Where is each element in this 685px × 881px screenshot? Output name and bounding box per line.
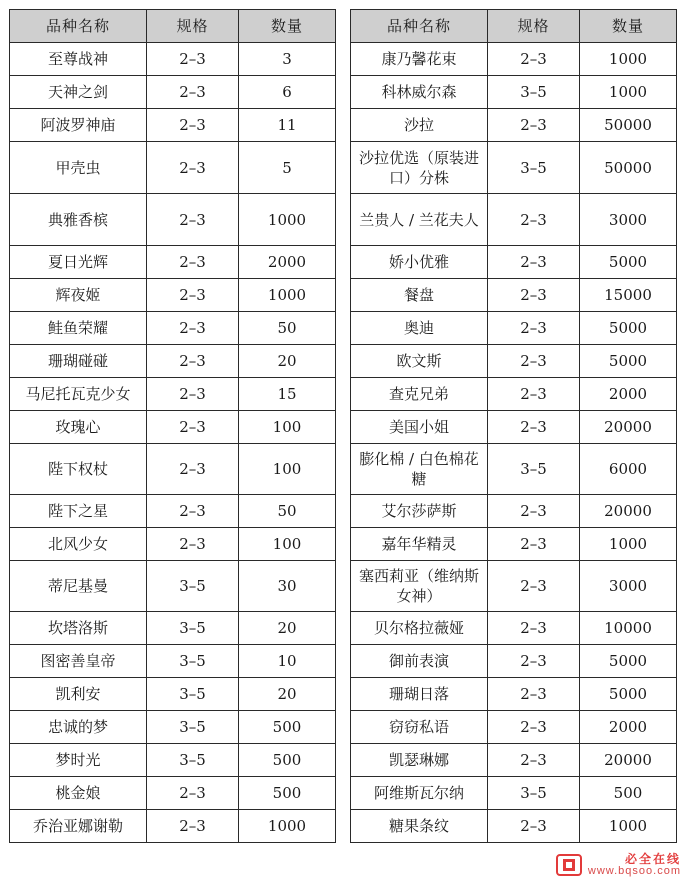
quantity-cell: 3000 — [580, 194, 677, 246]
spec-cell: 2–3 — [488, 411, 580, 444]
spec-cell: 3–5 — [488, 142, 580, 194]
variety-name-cell: 陛下之星 — [10, 495, 147, 528]
table-row — [10, 744, 336, 777]
spec-cell: 2–3 — [147, 312, 239, 345]
spec-cell: 2–3 — [488, 561, 580, 612]
table-row — [351, 312, 677, 345]
table-row — [351, 246, 677, 279]
table-row — [10, 444, 336, 495]
spec-cell: 2–3 — [488, 43, 580, 76]
spec-cell: 2–3 — [488, 312, 580, 345]
quantity-cell: 5000 — [580, 645, 677, 678]
table-row — [10, 43, 336, 76]
quantity-cell: 1000 — [580, 43, 677, 76]
quantity-cell: 2000 — [239, 246, 336, 279]
left-table-body — [10, 43, 336, 843]
spec-cell: 2–3 — [488, 345, 580, 378]
spec-cell: 2–3 — [488, 678, 580, 711]
spec-cell: 2–3 — [488, 279, 580, 312]
variety-name-cell: 梦时光 — [10, 744, 147, 777]
quantity-cell: 100 — [239, 444, 336, 495]
table-row — [351, 76, 677, 109]
table-row — [351, 43, 677, 76]
variety-name-cell: 玫瑰心 — [10, 411, 147, 444]
table-row — [351, 142, 677, 194]
variety-name-cell: 查克兄弟 — [351, 378, 488, 411]
spec-cell: 3–5 — [147, 711, 239, 744]
variety-name-cell: 兰贵人 / 兰花夫人 — [351, 194, 488, 246]
spec-cell: 2–3 — [147, 279, 239, 312]
spec-cell: 3–5 — [488, 444, 580, 495]
table-row — [10, 612, 336, 645]
table-row — [351, 528, 677, 561]
quantity-cell: 6 — [239, 76, 336, 109]
table-row — [351, 810, 677, 843]
header-quantity: 数量 — [580, 10, 677, 43]
header-quantity: 数量 — [239, 10, 336, 43]
table-row — [351, 345, 677, 378]
spec-cell: 2–3 — [488, 645, 580, 678]
table-row — [10, 76, 336, 109]
spec-cell: 3–5 — [488, 76, 580, 109]
table-row — [10, 194, 336, 246]
table-row — [10, 678, 336, 711]
quantity-cell: 5000 — [580, 246, 677, 279]
spec-cell: 2–3 — [147, 777, 239, 810]
spec-cell: 2–3 — [147, 194, 239, 246]
quantity-cell: 3000 — [580, 561, 677, 612]
variety-name-cell: 典雅香槟 — [10, 194, 147, 246]
variety-name-cell: 珊瑚碰碰 — [10, 345, 147, 378]
table-row — [351, 411, 677, 444]
variety-name-cell: 娇小优雅 — [351, 246, 488, 279]
spec-cell: 2–3 — [147, 345, 239, 378]
quantity-cell: 1000 — [239, 194, 336, 246]
table-row — [10, 378, 336, 411]
variety-name-cell: 阿维斯瓦尔纳 — [351, 777, 488, 810]
quantity-cell: 15000 — [580, 279, 677, 312]
spec-cell: 2–3 — [147, 378, 239, 411]
right-table — [350, 9, 677, 843]
variety-name-cell: 艾尔莎萨斯 — [351, 495, 488, 528]
table-row — [10, 142, 336, 194]
variety-name-cell: 餐盘 — [351, 279, 488, 312]
spec-cell: 2–3 — [488, 528, 580, 561]
table-row — [10, 711, 336, 744]
quantity-cell: 5000 — [580, 678, 677, 711]
variety-name-cell: 欧文斯 — [351, 345, 488, 378]
variety-name-cell: 至尊战神 — [10, 43, 147, 76]
table-row — [351, 378, 677, 411]
peony-variety-table — [9, 9, 676, 843]
spec-cell: 2–3 — [488, 246, 580, 279]
variety-name-cell: 珊瑚日落 — [351, 678, 488, 711]
header-spec: 规格 — [488, 10, 580, 43]
spec-cell: 3–5 — [147, 612, 239, 645]
spec-cell: 3–5 — [147, 645, 239, 678]
table-row — [351, 645, 677, 678]
variety-name-cell: 桃金娘 — [10, 777, 147, 810]
table-row — [10, 109, 336, 142]
table-row — [10, 246, 336, 279]
table-row — [10, 495, 336, 528]
variety-name-cell: 辉夜姬 — [10, 279, 147, 312]
variety-name-cell: 窃窃私语 — [351, 711, 488, 744]
variety-name-cell: 天神之剑 — [10, 76, 147, 109]
quantity-cell: 1000 — [239, 279, 336, 312]
quantity-cell: 3 — [239, 43, 336, 76]
table-row — [351, 279, 677, 312]
quantity-cell: 1000 — [580, 528, 677, 561]
table-row — [351, 744, 677, 777]
spec-cell: 2–3 — [147, 109, 239, 142]
spec-cell: 3–5 — [147, 744, 239, 777]
quantity-cell: 100 — [239, 411, 336, 444]
quantity-cell: 6000 — [580, 444, 677, 495]
table-row — [10, 411, 336, 444]
quantity-cell: 20000 — [580, 744, 677, 777]
variety-name-cell: 糖果条纹 — [351, 810, 488, 843]
variety-name-cell: 凯利安 — [10, 678, 147, 711]
table-row — [351, 561, 677, 612]
table-row — [351, 194, 677, 246]
variety-name-cell: 沙拉 — [351, 109, 488, 142]
variety-name-cell: 凯瑟琳娜 — [351, 744, 488, 777]
spec-cell: 2–3 — [147, 411, 239, 444]
spec-cell: 2–3 — [147, 444, 239, 495]
variety-name-cell: 奥迪 — [351, 312, 488, 345]
spec-cell: 2–3 — [488, 194, 580, 246]
spec-cell: 3–5 — [488, 777, 580, 810]
variety-name-cell: 膨化棉 / 白色棉花糖 — [351, 444, 488, 495]
variety-name-cell: 忠诚的梦 — [10, 711, 147, 744]
variety-name-cell: 北风少女 — [10, 528, 147, 561]
table-row — [10, 279, 336, 312]
quantity-cell: 20000 — [580, 495, 677, 528]
quantity-cell: 50000 — [580, 109, 677, 142]
watermark-url: www.bqsoo.com — [587, 865, 681, 877]
spec-cell: 2–3 — [147, 246, 239, 279]
quantity-cell: 1000 — [239, 810, 336, 843]
table-row — [10, 645, 336, 678]
header-variety-name: 品种名称 — [10, 10, 147, 43]
quantity-cell: 5000 — [580, 345, 677, 378]
variety-name-cell: 甲壳虫 — [10, 142, 147, 194]
quantity-cell: 20 — [239, 345, 336, 378]
variety-name-cell: 蒂尼基曼 — [10, 561, 147, 612]
quantity-cell: 500 — [239, 744, 336, 777]
table-row — [10, 777, 336, 810]
quantity-cell: 500 — [239, 777, 336, 810]
spec-cell: 2–3 — [488, 612, 580, 645]
table-row — [351, 495, 677, 528]
right-table-body — [351, 43, 677, 843]
table-row — [10, 312, 336, 345]
quantity-cell: 100 — [239, 528, 336, 561]
spec-cell: 2–3 — [147, 528, 239, 561]
variety-name-cell: 科林威尔森 — [351, 76, 488, 109]
variety-name-cell: 夏日光辉 — [10, 246, 147, 279]
quantity-cell: 1000 — [580, 76, 677, 109]
table-row — [10, 528, 336, 561]
quantity-cell: 11 — [239, 109, 336, 142]
quantity-cell: 2000 — [580, 711, 677, 744]
table-row — [351, 612, 677, 645]
quantity-cell: 50 — [239, 495, 336, 528]
spec-cell: 2–3 — [488, 495, 580, 528]
variety-name-cell: 御前表演 — [351, 645, 488, 678]
table-row — [10, 810, 336, 843]
quantity-cell: 50 — [239, 312, 336, 345]
quantity-cell: 1000 — [580, 810, 677, 843]
quantity-cell: 5000 — [580, 312, 677, 345]
quantity-cell: 50000 — [580, 142, 677, 194]
table-row — [351, 777, 677, 810]
quantity-cell: 5 — [239, 142, 336, 194]
spec-cell: 2–3 — [488, 711, 580, 744]
header-spec: 规格 — [147, 10, 239, 43]
table-row — [351, 678, 677, 711]
quantity-cell: 500 — [239, 711, 336, 744]
spec-cell: 2–3 — [488, 810, 580, 843]
site-watermark — [556, 851, 681, 879]
header-variety-name: 品种名称 — [351, 10, 488, 43]
spec-cell: 3–5 — [147, 678, 239, 711]
watermark-site-name: 必全在线 — [624, 852, 681, 866]
variety-name-cell: 乔治亚娜谢勒 — [10, 810, 147, 843]
quantity-cell: 10 — [239, 645, 336, 678]
header-row — [10, 10, 336, 43]
variety-name-cell: 阿波罗神庙 — [10, 109, 147, 142]
table-row — [351, 109, 677, 142]
quantity-cell: 2000 — [580, 378, 677, 411]
quantity-cell: 500 — [580, 777, 677, 810]
quantity-cell: 20000 — [580, 411, 677, 444]
variety-name-cell: 沙拉优选（原装进口）分株 — [351, 142, 488, 194]
quantity-cell: 30 — [239, 561, 336, 612]
spec-cell: 3–5 — [147, 561, 239, 612]
table-row — [10, 345, 336, 378]
table-row — [351, 711, 677, 744]
header-row — [351, 10, 677, 43]
quantity-cell: 20 — [239, 612, 336, 645]
table-row — [351, 444, 677, 495]
spec-cell: 2–3 — [147, 495, 239, 528]
table-row — [10, 561, 336, 612]
watermark-logo-icon — [556, 854, 582, 876]
variety-name-cell: 图密善皇帝 — [10, 645, 147, 678]
spec-cell: 2–3 — [488, 744, 580, 777]
variety-name-cell: 康乃馨花束 — [351, 43, 488, 76]
variety-name-cell: 鲑鱼荣耀 — [10, 312, 147, 345]
spec-cell: 2–3 — [147, 142, 239, 194]
quantity-cell: 10000 — [580, 612, 677, 645]
variety-name-cell: 坎塔洛斯 — [10, 612, 147, 645]
variety-name-cell: 嘉年华精灵 — [351, 528, 488, 561]
quantity-cell: 20 — [239, 678, 336, 711]
variety-name-cell: 贝尔格拉薇娅 — [351, 612, 488, 645]
spec-cell: 2–3 — [488, 378, 580, 411]
variety-name-cell: 塞西莉亚（维纳斯女神） — [351, 561, 488, 612]
spec-cell: 2–3 — [147, 810, 239, 843]
quantity-cell: 15 — [239, 378, 336, 411]
variety-name-cell: 陛下权杖 — [10, 444, 147, 495]
variety-name-cell: 美国小姐 — [351, 411, 488, 444]
variety-name-cell: 马尼托瓦克少女 — [10, 378, 147, 411]
left-table — [9, 9, 336, 843]
spec-cell: 2–3 — [147, 43, 239, 76]
spec-cell: 2–3 — [488, 109, 580, 142]
spec-cell: 2–3 — [147, 76, 239, 109]
